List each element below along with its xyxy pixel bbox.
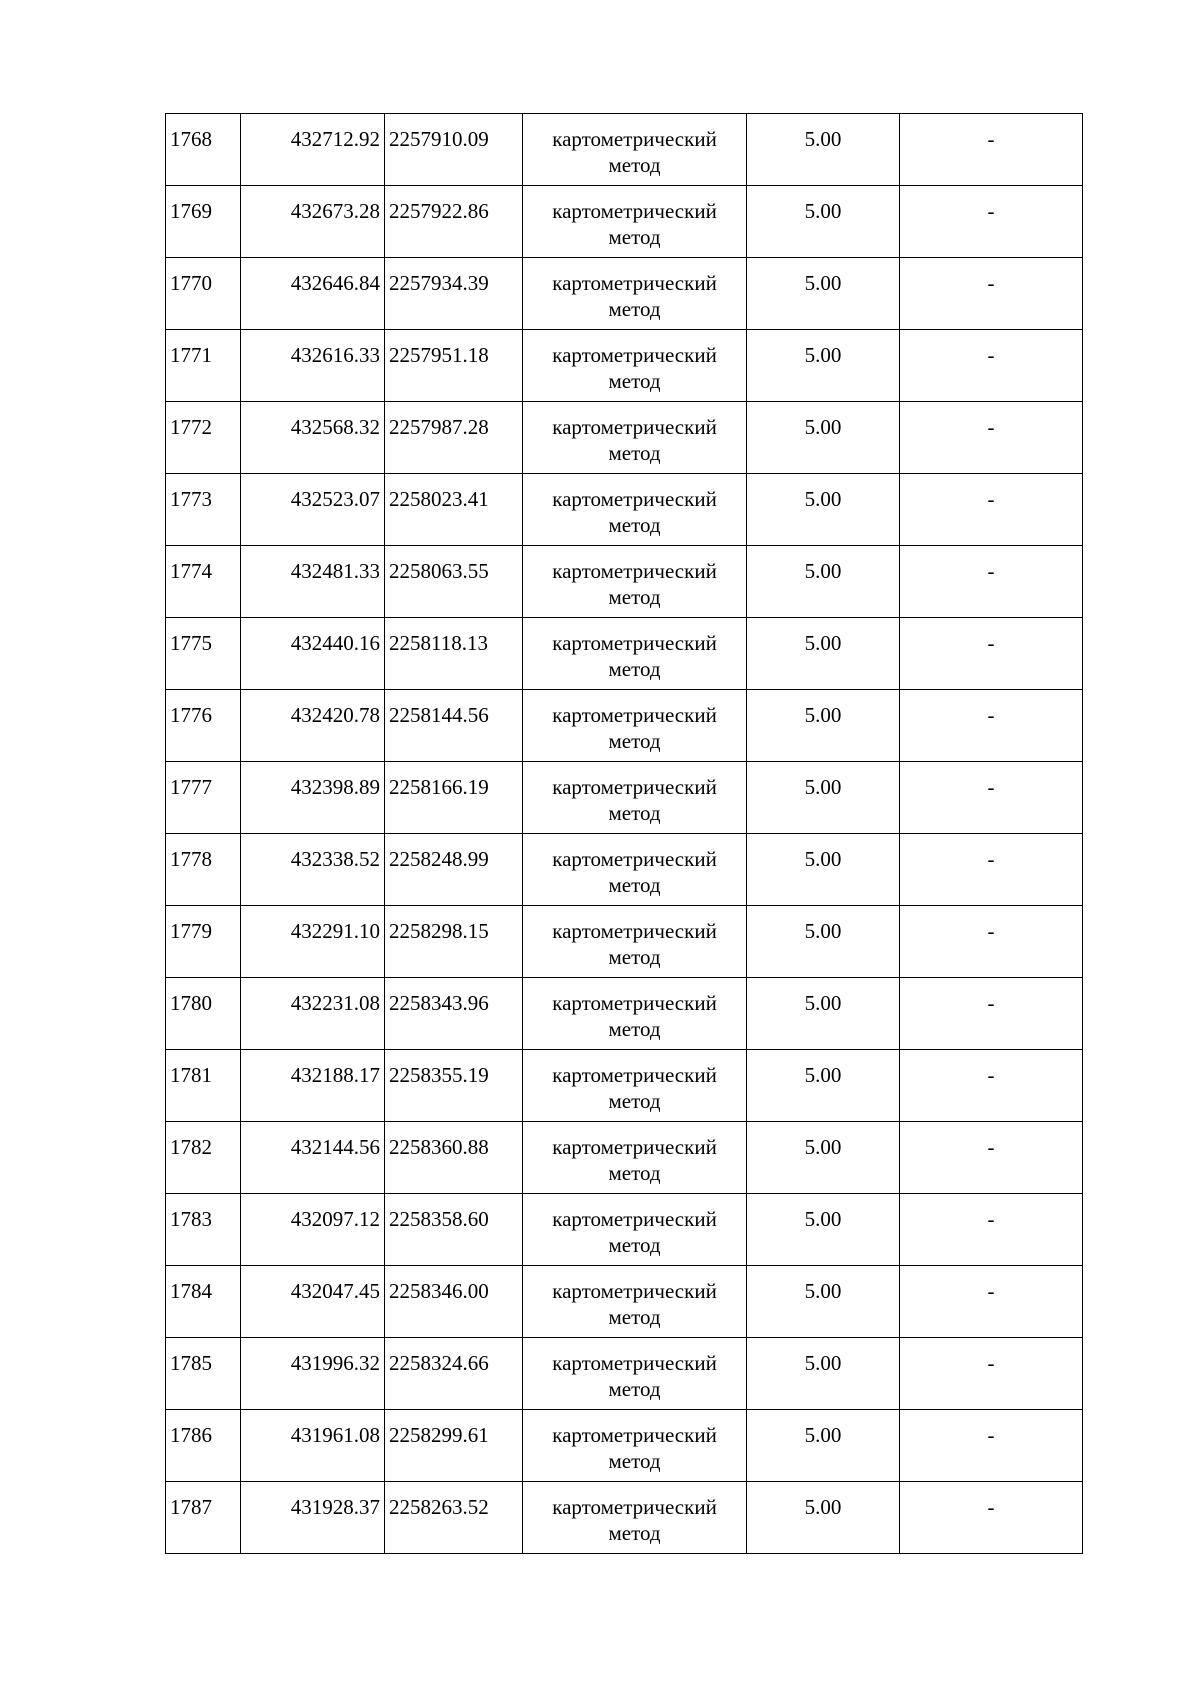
method-cell: картометрический метод (523, 978, 747, 1050)
table-row (166, 114, 1083, 186)
precision-cell: 5.00 (747, 1050, 900, 1122)
point-number-cell: 1783 (166, 1194, 241, 1266)
x-coordinate-cell: 432712.92 (241, 114, 385, 186)
note-cell: - (900, 402, 1083, 474)
note-cell: - (900, 834, 1083, 906)
note-cell: - (900, 1050, 1083, 1122)
note-cell: - (900, 330, 1083, 402)
y-coordinate-cell: 2257922.86 (385, 186, 523, 258)
method-cell: картометрический метод (523, 1338, 747, 1410)
point-number-cell: 1773 (166, 474, 241, 546)
method-cell: картометрический метод (523, 546, 747, 618)
note-cell: - (900, 1410, 1083, 1482)
precision-cell: 5.00 (747, 546, 900, 618)
y-coordinate-cell: 2258166.19 (385, 762, 523, 834)
note-cell: - (900, 1194, 1083, 1266)
x-coordinate-cell: 432616.33 (241, 330, 385, 402)
precision-cell: 5.00 (747, 762, 900, 834)
x-coordinate-cell: 432440.16 (241, 618, 385, 690)
table-row (166, 1482, 1083, 1554)
x-coordinate-cell: 432481.33 (241, 546, 385, 618)
table-row (166, 474, 1083, 546)
precision-cell: 5.00 (747, 1410, 900, 1482)
y-coordinate-cell: 2258358.60 (385, 1194, 523, 1266)
precision-cell: 5.00 (747, 834, 900, 906)
coordinates-table (165, 113, 1083, 1554)
table-row (166, 402, 1083, 474)
table-row (166, 546, 1083, 618)
y-coordinate-cell: 2258324.66 (385, 1338, 523, 1410)
note-cell: - (900, 618, 1083, 690)
x-coordinate-cell: 432398.89 (241, 762, 385, 834)
method-cell: картометрический метод (523, 186, 747, 258)
method-cell: картометрический метод (523, 618, 747, 690)
precision-cell: 5.00 (747, 402, 900, 474)
point-number-cell: 1784 (166, 1266, 241, 1338)
y-coordinate-cell: 2257910.09 (385, 114, 523, 186)
note-cell: - (900, 186, 1083, 258)
x-coordinate-cell: 432338.52 (241, 834, 385, 906)
y-coordinate-cell: 2257934.39 (385, 258, 523, 330)
method-cell: картометрический метод (523, 1410, 747, 1482)
y-coordinate-cell: 2258063.55 (385, 546, 523, 618)
precision-cell: 5.00 (747, 690, 900, 762)
table-row (166, 618, 1083, 690)
precision-cell: 5.00 (747, 1338, 900, 1410)
table-row (166, 1266, 1083, 1338)
x-coordinate-cell: 432097.12 (241, 1194, 385, 1266)
note-cell: - (900, 546, 1083, 618)
table-row (166, 1194, 1083, 1266)
y-coordinate-cell: 2258144.56 (385, 690, 523, 762)
table-row (166, 978, 1083, 1050)
table-row (166, 1338, 1083, 1410)
table-row (166, 690, 1083, 762)
point-number-cell: 1771 (166, 330, 241, 402)
y-coordinate-cell: 2258343.96 (385, 978, 523, 1050)
y-coordinate-cell: 2258023.41 (385, 474, 523, 546)
method-cell: картометрический метод (523, 834, 747, 906)
note-cell: - (900, 1482, 1083, 1554)
table-row (166, 834, 1083, 906)
method-cell: картометрический метод (523, 474, 747, 546)
table-row (166, 1122, 1083, 1194)
x-coordinate-cell: 431996.32 (241, 1338, 385, 1410)
note-cell: - (900, 258, 1083, 330)
note-cell: - (900, 114, 1083, 186)
method-cell: картометрический метод (523, 690, 747, 762)
table-row (166, 258, 1083, 330)
method-cell: картометрический метод (523, 1266, 747, 1338)
note-cell: - (900, 762, 1083, 834)
y-coordinate-cell: 2258360.88 (385, 1122, 523, 1194)
method-cell: картометрический метод (523, 906, 747, 978)
method-cell: картометрический метод (523, 114, 747, 186)
point-number-cell: 1769 (166, 186, 241, 258)
point-number-cell: 1776 (166, 690, 241, 762)
x-coordinate-cell: 431928.37 (241, 1482, 385, 1554)
x-coordinate-cell: 432291.10 (241, 906, 385, 978)
x-coordinate-cell: 432568.32 (241, 402, 385, 474)
point-number-cell: 1772 (166, 402, 241, 474)
point-number-cell: 1786 (166, 1410, 241, 1482)
method-cell: картометрический метод (523, 258, 747, 330)
x-coordinate-cell: 432144.56 (241, 1122, 385, 1194)
note-cell: - (900, 978, 1083, 1050)
y-coordinate-cell: 2258263.52 (385, 1482, 523, 1554)
precision-cell: 5.00 (747, 1482, 900, 1554)
x-coordinate-cell: 432523.07 (241, 474, 385, 546)
precision-cell: 5.00 (747, 186, 900, 258)
note-cell: - (900, 690, 1083, 762)
note-cell: - (900, 1266, 1083, 1338)
point-number-cell: 1782 (166, 1122, 241, 1194)
note-cell: - (900, 906, 1083, 978)
y-coordinate-cell: 2257951.18 (385, 330, 523, 402)
y-coordinate-cell: 2258346.00 (385, 1266, 523, 1338)
precision-cell: 5.00 (747, 1194, 900, 1266)
precision-cell: 5.00 (747, 474, 900, 546)
table-row (166, 906, 1083, 978)
y-coordinate-cell: 2257987.28 (385, 402, 523, 474)
point-number-cell: 1781 (166, 1050, 241, 1122)
y-coordinate-cell: 2258248.99 (385, 834, 523, 906)
y-coordinate-cell: 2258355.19 (385, 1050, 523, 1122)
precision-cell: 5.00 (747, 906, 900, 978)
precision-cell: 5.00 (747, 1266, 900, 1338)
method-cell: картометрический метод (523, 1194, 747, 1266)
note-cell: - (900, 1338, 1083, 1410)
point-number-cell: 1778 (166, 834, 241, 906)
note-cell: - (900, 1122, 1083, 1194)
method-cell: картометрический метод (523, 762, 747, 834)
table-row (166, 762, 1083, 834)
y-coordinate-cell: 2258118.13 (385, 618, 523, 690)
table-row (166, 330, 1083, 402)
x-coordinate-cell: 432047.45 (241, 1266, 385, 1338)
table-row (166, 1050, 1083, 1122)
point-number-cell: 1785 (166, 1338, 241, 1410)
coordinates-table-body (166, 114, 1083, 1554)
precision-cell: 5.00 (747, 114, 900, 186)
point-number-cell: 1777 (166, 762, 241, 834)
x-coordinate-cell: 431961.08 (241, 1410, 385, 1482)
precision-cell: 5.00 (747, 978, 900, 1050)
x-coordinate-cell: 432420.78 (241, 690, 385, 762)
method-cell: картометрический метод (523, 402, 747, 474)
table-row (166, 186, 1083, 258)
precision-cell: 5.00 (747, 258, 900, 330)
method-cell: картометрический метод (523, 1122, 747, 1194)
table-row (166, 1410, 1083, 1482)
precision-cell: 5.00 (747, 1122, 900, 1194)
point-number-cell: 1770 (166, 258, 241, 330)
precision-cell: 5.00 (747, 330, 900, 402)
point-number-cell: 1774 (166, 546, 241, 618)
x-coordinate-cell: 432646.84 (241, 258, 385, 330)
y-coordinate-cell: 2258298.15 (385, 906, 523, 978)
method-cell: картометрический метод (523, 330, 747, 402)
point-number-cell: 1787 (166, 1482, 241, 1554)
method-cell: картометрический метод (523, 1482, 747, 1554)
point-number-cell: 1775 (166, 618, 241, 690)
precision-cell: 5.00 (747, 618, 900, 690)
x-coordinate-cell: 432673.28 (241, 186, 385, 258)
x-coordinate-cell: 432231.08 (241, 978, 385, 1050)
method-cell: картометрический метод (523, 1050, 747, 1122)
x-coordinate-cell: 432188.17 (241, 1050, 385, 1122)
y-coordinate-cell: 2258299.61 (385, 1410, 523, 1482)
note-cell: - (900, 474, 1083, 546)
point-number-cell: 1780 (166, 978, 241, 1050)
point-number-cell: 1768 (166, 114, 241, 186)
point-number-cell: 1779 (166, 906, 241, 978)
